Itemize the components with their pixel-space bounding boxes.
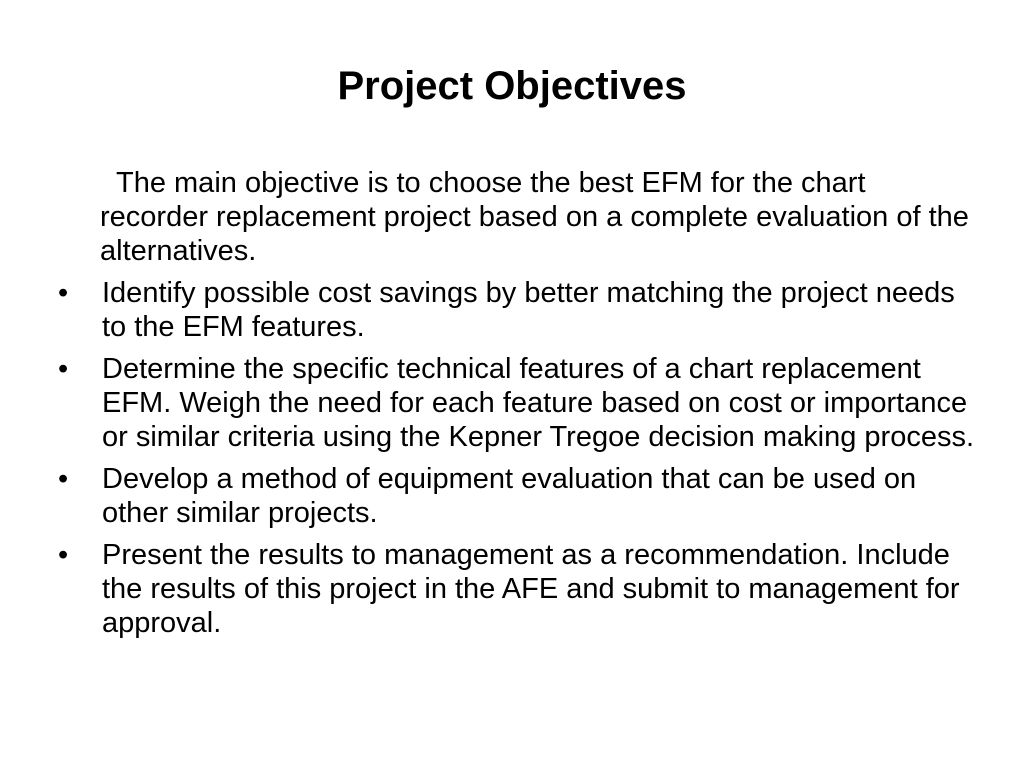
bullet-dot-icon: • (58, 277, 69, 309)
intro-paragraph: The main objective is to choose the best EFM for the chart recorder replacement project based on a complete evaluation of the alternatives. (100, 167, 969, 267)
bullet-list (56, 276, 976, 640)
bullet-dot-icon: • (58, 353, 69, 385)
bullet-dot-icon: • (58, 463, 69, 495)
bullet-item (56, 276, 976, 344)
slide-body (56, 166, 976, 648)
bullet-text: Present the results to management as a recommendation. Include the results of this project in the AFE and submit to management for approval. (102, 539, 960, 639)
bullet-text: Determine the specific technical features of a chart replacement EFM. Weigh the need for each feature based on cost or importance or similar criteria using the Kepner Tregoe decision making process. (102, 353, 975, 453)
bullet-text: Develop a method of equipment evaluation that can be used on other similar projects. (102, 463, 917, 529)
bullet-item (56, 538, 976, 640)
bullet-dot-icon: • (58, 539, 69, 571)
bullet-text: Identify possible cost savings by better matching the project needs to the EFM features. (102, 277, 955, 343)
bullet-item (56, 462, 976, 530)
slide-title: Project Objectives (337, 64, 687, 108)
bullet-item (56, 352, 976, 454)
